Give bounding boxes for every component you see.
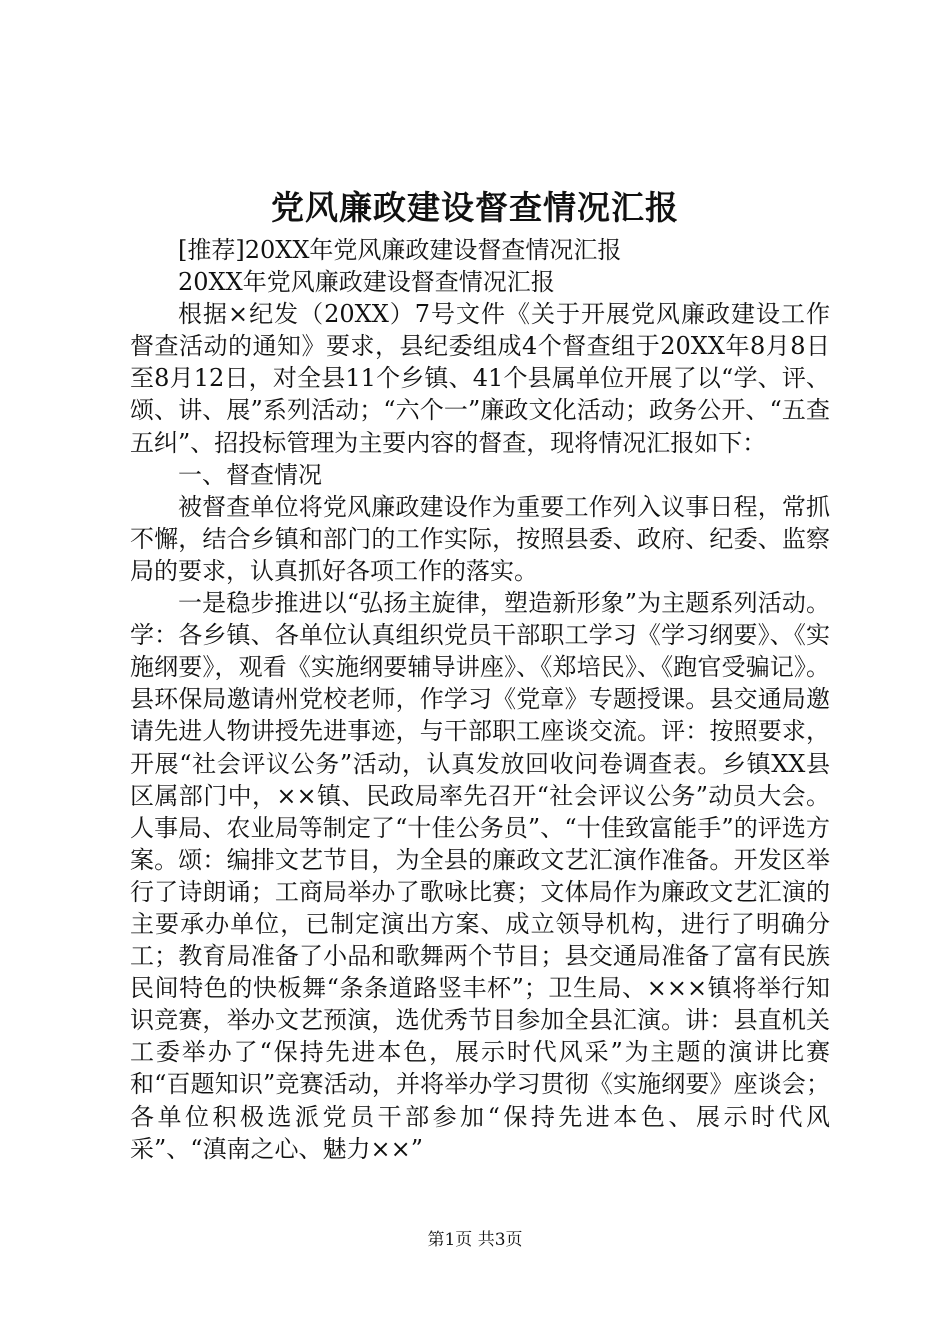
paragraph-intro: 根据×纪发（20XX）7号文件《关于开展党风廉政建设工作督查活动的通知》要求，县纪委组成4个督查组于20XX年8月8日至8月12日，对全县11个乡镇、41个县属单位开展了以“学、评、颂、讲、展”系列活动；“六个一”廉政文化活动；政务公开、“五查五纠”、招投标管理为主要内容的督查，现将情况汇报如下：: [130, 300, 830, 457]
paragraph-subtitle: 20XX年党风廉政建设督查情况汇报: [178, 268, 555, 297]
section-heading-inspection: 一、督查情况: [178, 460, 322, 489]
paragraph-activities: 一是稳步推进以“弘扬主旋律，塑造新形象”为主题系列活动。学：各乡镇、各单位认真组织党员干部职工学习《学习纲要》、《实施纲要》，观看《实施纲要辅导讲座》、《郑培民》、《跑官受骗记》。县环保局邀请州党校老师，作学习《党章》专题授课。县交通局邀请先进人物讲授先进事迹，与干部职工座谈交流。评：按照要求，开展“社会评议公务”活动，认真发放回收问卷调查表。乡镇XX县区属部门中，××镇、民政局率先召开“社会评议公务”动员大会。人事局、农业局等制定了“十佳公务员”、“十佳致富能手”的评选方案。颂：编排文艺节目，为全县的廉政文艺汇演作准备。开发区举行了诗朗诵；工商局举办了歌咏比赛；文体局作为廉政文艺汇演的主要承办单位，已制定演出方案、成立领导机构，进行了明确分工；教育局准备了小品和歌舞两个节目；县交通局准备了富有民族民间特色的快板舞“条条道路竖丰杯”；卫生局、×××镇将举行知识竞赛，举办文艺预演，选优秀节目参加全县汇演。讲：县直机关工委举办了“保持先进本色，展示时代风采”为主题的演讲比赛和“百题知识”竞赛活动，并将举办学习贯彻《实施纲要》座谈会；各单位积极选派党员干部参加“保持先进本色、展示时代风采”、“滇南之心、魅力××”: [130, 589, 830, 1163]
page-footer: 第1页 共3页: [427, 1230, 523, 1250]
paragraph-recommend-heading: [推荐]20XX年党风廉政建设督查情况汇报: [178, 236, 622, 264]
document-body: [130, 234, 830, 1165]
document-title: 党风廉政建设督查情况汇报: [271, 188, 679, 227]
paragraph-overview: 被督查单位将党风廉政建设作为重要工作列入议事日程，常抓不懈，结合乡镇和部门的工作实际，按照县委、政府、纪委、监察局的要求，认真抓好各项工作的落实。: [130, 492, 830, 585]
